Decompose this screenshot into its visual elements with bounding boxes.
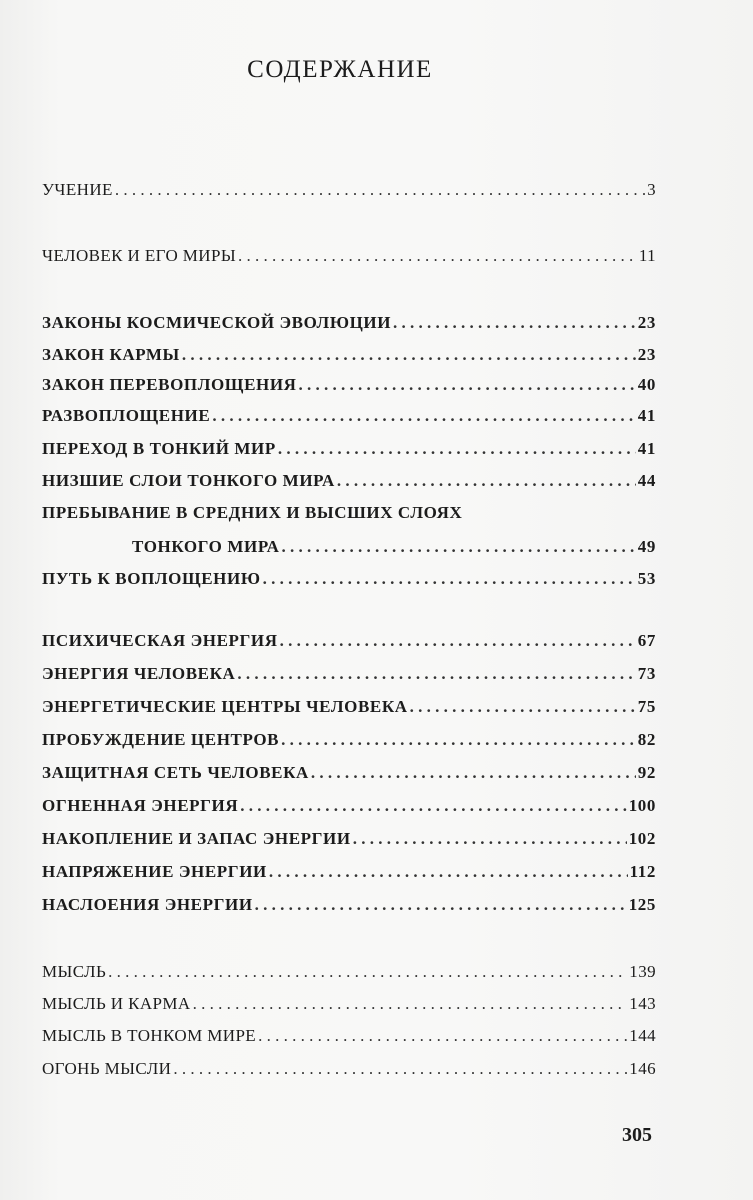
toc-entry-page: 44 xyxy=(637,471,656,490)
toc-entry-page: 40 xyxy=(637,375,656,394)
leader-dots xyxy=(282,537,636,557)
toc-entry-page: 49 xyxy=(637,537,656,556)
toc-entry-label: ТОНКОГО МИРА xyxy=(132,537,280,556)
toc-entry-page: 112 xyxy=(629,862,656,881)
toc-entry-label: ПЕРЕХОД В ТОНКИЙ МИР xyxy=(42,439,276,458)
toc-entry-page: 125 xyxy=(628,895,656,914)
toc-entry-label: ПУТЬ К ВОПЛОЩЕНИЮ xyxy=(42,569,261,588)
leader-dots xyxy=(240,796,626,816)
toc-entry-page: 139 xyxy=(629,962,656,981)
toc-entry-label: ЗАКОН ПЕРЕВОПЛОЩЕНИЯ xyxy=(42,375,297,394)
toc-entry-page: 41 xyxy=(637,439,656,458)
toc-entry xyxy=(42,345,656,365)
toc-entry-label: ОГОНЬ МЫСЛИ xyxy=(42,1059,172,1078)
toc-entry xyxy=(42,313,656,333)
page-title: СОДЕРЖАНИЕ xyxy=(247,56,433,83)
toc-entry xyxy=(42,375,656,395)
toc-entry-label: НАПРЯЖЕНИЕ ЭНЕРГИИ xyxy=(42,862,267,881)
toc-entry-page: 53 xyxy=(637,569,656,588)
toc-entry-page: 75 xyxy=(637,697,656,716)
toc-entry xyxy=(42,1059,656,1079)
toc-entry-page: 11 xyxy=(638,246,656,265)
toc-entry xyxy=(42,439,656,459)
toc-entry xyxy=(42,569,656,589)
toc-entry xyxy=(42,862,656,882)
toc-entry-label: ЧЕЛОВЕК И ЕГО МИРЫ xyxy=(42,246,237,265)
toc-entry-page: 146 xyxy=(629,1059,656,1078)
leader-dots xyxy=(212,406,635,426)
toc-entry-label: МЫСЛЬ И КАРМА xyxy=(42,994,191,1013)
toc-entry-label: ЭНЕРГИЯ ЧЕЛОВЕКА xyxy=(42,664,236,683)
toc-entry-label: НАСЛОЕНИЯ ЭНЕРГИИ xyxy=(42,895,253,914)
leader-dots xyxy=(193,994,628,1014)
toc-entry-label: ОГНЕННАЯ ЭНЕРГИЯ xyxy=(42,796,239,815)
toc-entry-page: 23 xyxy=(637,345,656,364)
toc-entry xyxy=(42,763,656,783)
leader-dots xyxy=(255,895,627,915)
leader-dots xyxy=(281,730,636,750)
toc-entry xyxy=(132,537,656,557)
toc-entry-label: ЗАКОН КАРМЫ xyxy=(42,345,180,364)
leader-dots xyxy=(258,1026,627,1046)
toc-entry-label: ЗАКОНЫ КОСМИЧЕСКОЙ ЭВОЛЮЦИИ xyxy=(42,313,392,332)
toc-entry-page: 3 xyxy=(647,180,656,199)
page-number: 305 xyxy=(622,1124,652,1146)
toc-entry-page: 100 xyxy=(628,796,656,815)
leader-dots xyxy=(182,345,636,365)
toc-entry xyxy=(42,730,656,750)
leader-dots xyxy=(311,763,636,783)
toc-entry-page: 82 xyxy=(637,730,656,749)
leader-dots xyxy=(410,697,636,717)
toc-entry-label: ПСИХИЧЕСКАЯ ЭНЕРГИЯ xyxy=(42,631,278,650)
toc-entry-label: РАЗВОПЛОЩЕНИЕ xyxy=(42,406,211,425)
leader-dots xyxy=(115,180,645,200)
leader-dots xyxy=(238,246,637,266)
toc-entry xyxy=(42,631,656,651)
toc-entry xyxy=(42,180,656,200)
leader-dots xyxy=(393,313,636,333)
leader-dots xyxy=(353,829,627,849)
leader-dots xyxy=(173,1059,627,1079)
toc-entry-label: НИЗШИЕ СЛОИ ТОНКОГО МИРА xyxy=(42,471,335,490)
toc-entry xyxy=(42,1026,656,1046)
toc-entry xyxy=(42,994,656,1014)
toc-entry-label: ЗАЩИТНАЯ СЕТЬ ЧЕЛОВЕКА xyxy=(42,763,309,782)
toc-entry xyxy=(42,796,656,816)
toc-entry xyxy=(42,406,656,426)
toc-entry-page: 92 xyxy=(637,763,656,782)
leader-dots xyxy=(269,862,628,882)
toc-entry-label: НАКОПЛЕНИЕ И ЗАПАС ЭНЕРГИИ xyxy=(42,829,351,848)
toc-entry xyxy=(42,962,656,982)
toc-entry xyxy=(42,829,656,849)
leader-dots xyxy=(237,664,635,684)
toc-entry-label: МЫСЛЬ В ТОНКОМ МИРЕ xyxy=(42,1026,257,1045)
toc-entry xyxy=(42,664,656,684)
toc-entry-page: 23 xyxy=(637,313,656,332)
toc-entry xyxy=(42,697,656,717)
leader-dots xyxy=(263,569,636,589)
toc-entry xyxy=(42,895,656,915)
toc-entry xyxy=(42,246,656,266)
toc-entry xyxy=(42,471,656,491)
toc-entry-label: МЫСЛЬ xyxy=(42,962,107,981)
toc-entry-page: 41 xyxy=(637,406,656,425)
toc-entry-label: ПРОБУЖДЕНИЕ ЦЕНТРОВ xyxy=(42,730,280,749)
toc-entry-page: 144 xyxy=(629,1026,656,1045)
leader-dots xyxy=(280,631,636,651)
toc-entry-label: УЧЕНИЕ xyxy=(42,180,113,199)
toc-entry-page: 143 xyxy=(629,994,656,1013)
leader-dots xyxy=(337,471,636,491)
toc-entry-page: 73 xyxy=(637,664,656,683)
toc-entry-page: 67 xyxy=(637,631,656,650)
toc-entry-page: 102 xyxy=(628,829,656,848)
toc-entry-wrapped-line: ПРЕБЫВАНИЕ В СРЕДНИХ И ВЫСШИХ СЛОЯХ xyxy=(42,503,463,522)
leader-dots xyxy=(299,375,636,395)
toc-entry-label: ЭНЕРГЕТИЧЕСКИЕ ЦЕНТРЫ ЧЕЛОВЕКА xyxy=(42,697,408,716)
leader-dots xyxy=(278,439,636,459)
leader-dots xyxy=(108,962,627,982)
